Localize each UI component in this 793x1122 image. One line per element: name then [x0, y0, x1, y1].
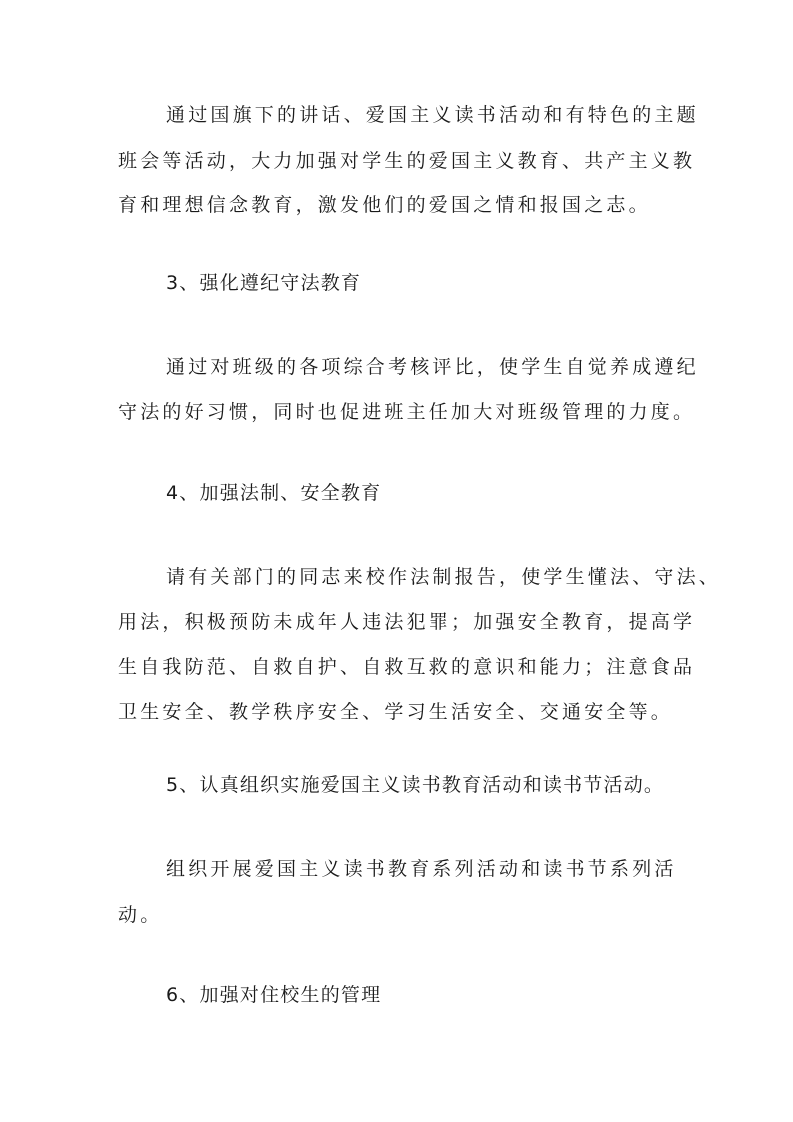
section-heading-6: 6、加强对住校生的管理 — [166, 984, 382, 1006]
text-line: 守法的好习惯，同时也促进班主任加大对班级管理的力度。 — [118, 401, 696, 423]
text-line: 生自我防范、自救自护、自救互救的意识和能力；注意食品 — [118, 656, 696, 678]
text-line: 育和理想信念教育，激发他们的爱国之情和报国之志。 — [118, 194, 651, 216]
text-line: 卫生安全、教学秩序安全、学习生活安全、交通安全等。 — [118, 701, 674, 723]
text-line: 通过国旗下的讲话、爱国主义读书活动和有特色的主题 — [166, 104, 699, 126]
text-line: 班会等活动，大力加强对学生的爱国主义教育、共产主义教 — [118, 150, 696, 172]
section-heading-3: 3、强化遵纪守法教育 — [166, 272, 362, 294]
text-line: 用法，积极预防未成年人违法犯罪；加强安全教育，提高学 — [118, 611, 696, 633]
section-heading-4: 4、加强法制、安全教育 — [166, 482, 382, 504]
text-line: 动。 — [118, 904, 163, 926]
section-heading-5: 5、认真组织实施爱国主义读书教育活动和读书节活动。 — [166, 774, 665, 796]
text-line: 请有关部门的同志来校作法制报告，使学生懂法、守法、 — [166, 566, 722, 588]
text-line: 通过对班级的各项综合考核评比，使学生自觉养成遵纪 — [166, 356, 699, 378]
text-line: 组织开展爱国主义读书教育系列活动和读书节系列活 — [166, 858, 677, 880]
